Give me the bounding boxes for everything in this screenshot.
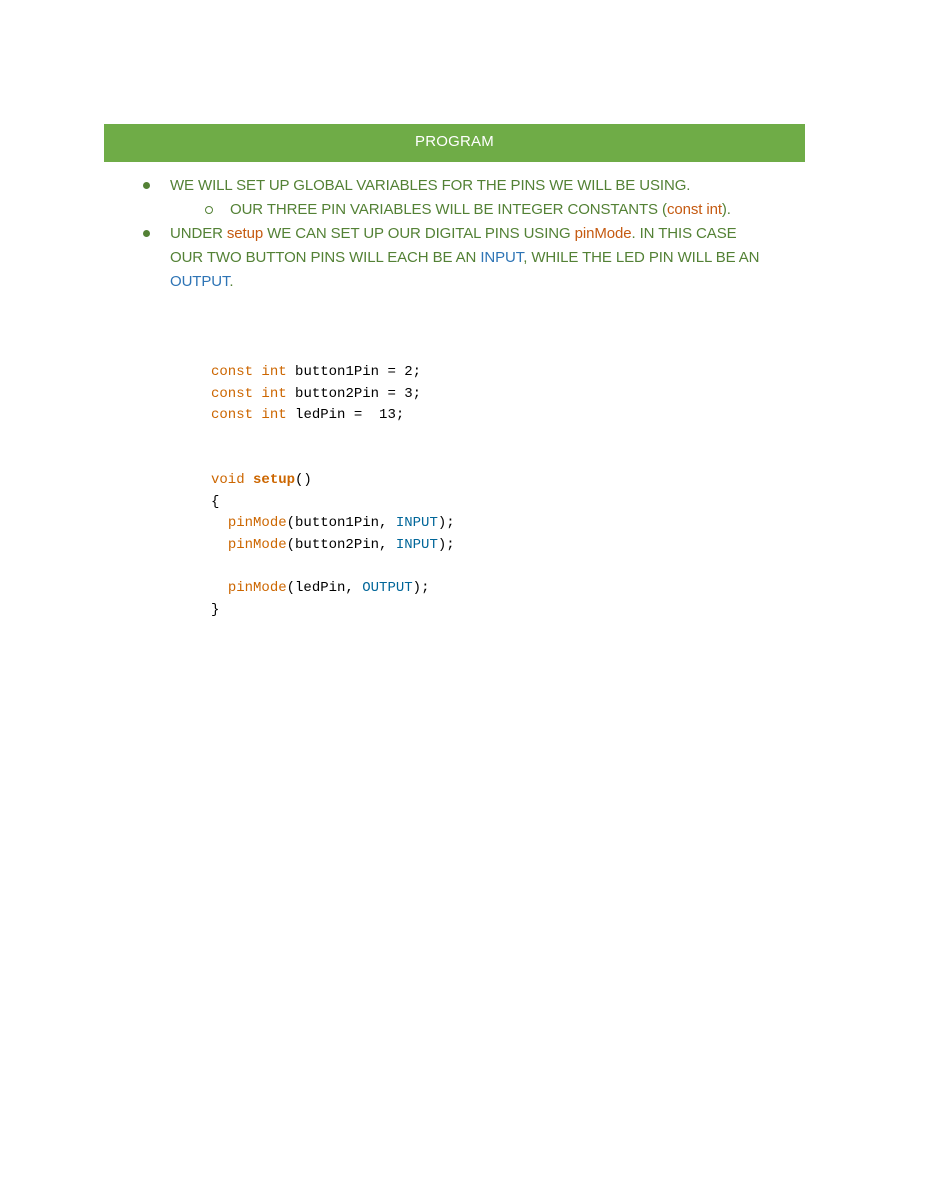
code-text: ); [437, 515, 455, 531]
bullet-text: WE CAN SET UP OUR DIGITAL PINS USING [263, 225, 575, 242]
code-line [211, 494, 219, 510]
code-text: button2Pin = 3; [286, 386, 422, 402]
code-text: (ledPin, [286, 580, 363, 596]
code-keyword: void [211, 472, 245, 488]
bullet-text: UNDER [170, 225, 227, 242]
code-line [211, 580, 429, 596]
code-constant: INPUT [395, 515, 438, 531]
code-constant: OUTPUT [362, 580, 413, 596]
bullet-text: . IN THIS CASE [631, 225, 737, 242]
subbullet-pin-constants [230, 201, 731, 218]
subbullet-text: OUR THREE PIN VARIABLES WILL BE INTEGER CONSTANTS ( [230, 201, 667, 218]
code-line [211, 602, 219, 618]
code-keyword: const [211, 407, 254, 423]
code-line [211, 537, 455, 553]
code-brace: } [211, 602, 220, 618]
code-function: pinMode [227, 580, 287, 596]
code-line [211, 407, 404, 423]
code-text: button1Pin = 2; [286, 364, 422, 380]
bullet-setup-line1 [170, 225, 737, 242]
code-text: (button1Pin, [286, 515, 396, 531]
code-brace: { [211, 494, 220, 510]
keyword-output: OUTPUT [170, 273, 230, 290]
section-banner [104, 124, 805, 162]
bullet-text: WE WILL SET UP GLOBAL VARIABLES FOR THE PINS WE WILL BE USING. [170, 177, 691, 194]
bullet-text: . [229, 273, 234, 290]
keyword-pinmode: pinMode [574, 225, 632, 242]
code-keyword: int [261, 386, 287, 402]
code-line [211, 364, 421, 380]
code-text: ledPin = 13; [286, 407, 405, 423]
code-keyword: int [261, 407, 287, 423]
code-line [211, 386, 421, 402]
code-constant: INPUT [395, 537, 438, 553]
code-function: pinMode [227, 537, 287, 553]
bullet-setup-line2 [170, 249, 759, 266]
keyword-setup: setup [226, 225, 264, 242]
code-function: pinMode [227, 515, 287, 531]
code-function: setup [253, 472, 296, 488]
keyword-input: INPUT [480, 249, 524, 266]
bullet-dot-icon [143, 230, 150, 237]
bullet-text: , WHILE THE LED PIN WILL BE AN [523, 249, 760, 266]
code-text: ); [412, 580, 430, 596]
bullet-text: OUR TWO BUTTON PINS WILL EACH BE AN [170, 249, 481, 266]
code-line [211, 472, 312, 488]
code-text: () [295, 472, 312, 488]
keyword-const-int: const int [666, 201, 722, 218]
bullet-ring-icon [205, 206, 213, 214]
code-keyword: int [261, 364, 287, 380]
bullet-dot-icon [143, 182, 150, 189]
code-text: (button2Pin, [286, 537, 396, 553]
code-text: ); [437, 537, 455, 553]
bullet-global-variables [170, 177, 690, 194]
code-keyword: const [211, 364, 254, 380]
bullet-setup-line3 [170, 273, 233, 290]
banner-title: PROGRAM [415, 133, 494, 150]
code-keyword: const [211, 386, 254, 402]
subbullet-text-end: ). [721, 201, 731, 218]
code-line [211, 515, 455, 531]
